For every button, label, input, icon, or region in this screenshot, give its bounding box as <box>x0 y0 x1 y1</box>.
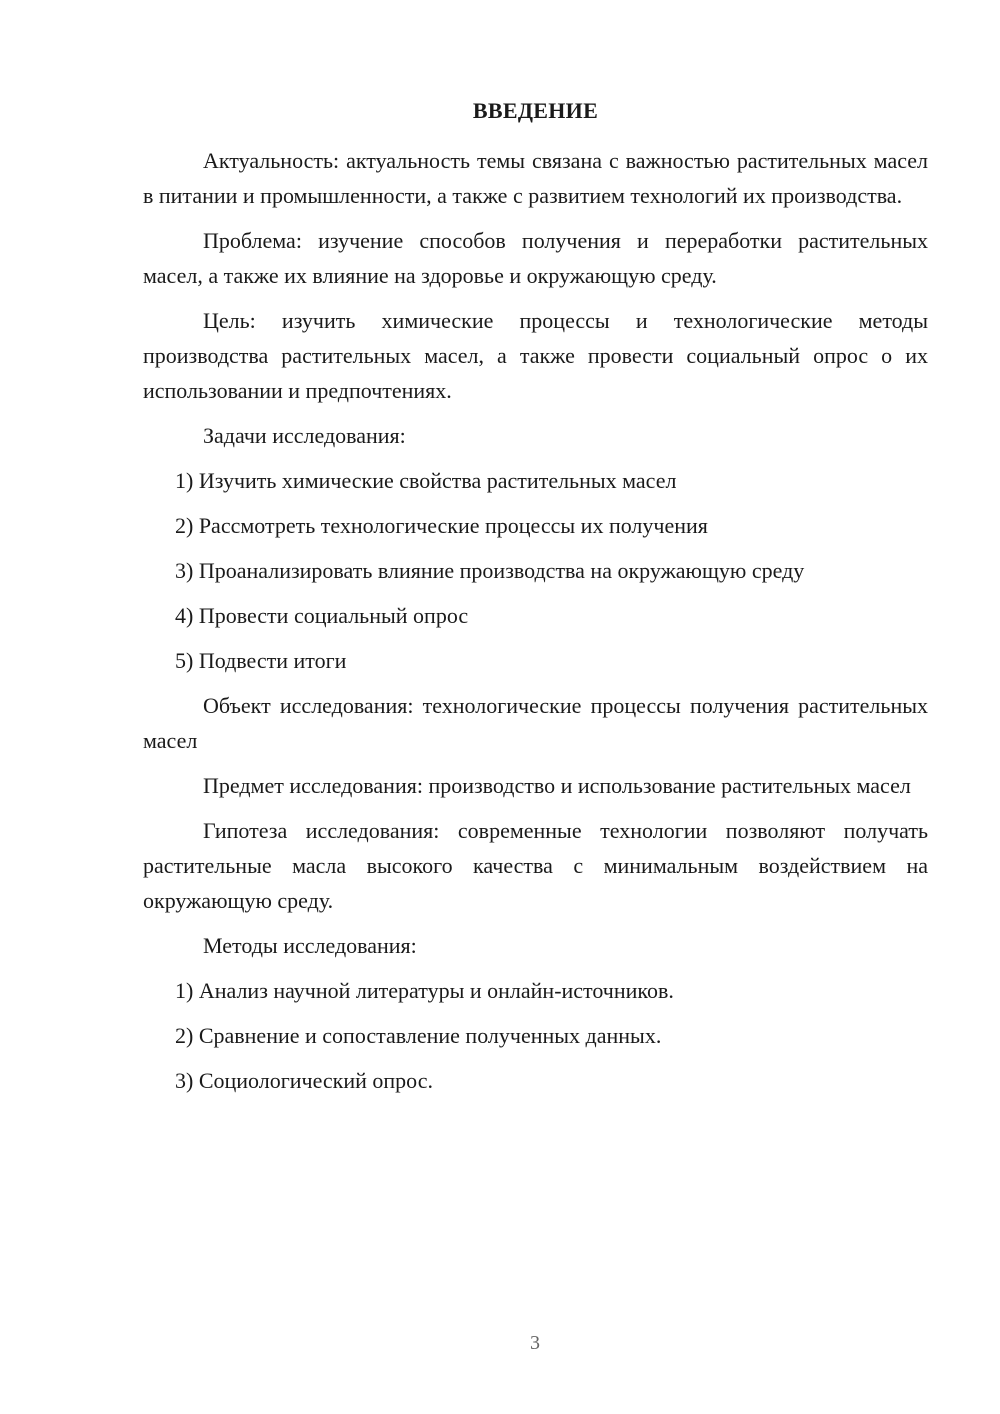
paragraph-relevance: Актуальность: актуальность темы связана с важностью растительных масел в питании и промышленности, а также с развитием технологий их производства. <box>143 148 928 208</box>
page-title: ВВЕДЕНИЕ <box>472 98 599 123</box>
page-content <box>143 93 928 1108</box>
page-number: 3 <box>530 1332 540 1354</box>
list-item: 1) Анализ научной литературы и онлайн-источников. <box>175 978 674 1003</box>
methods-heading: Методы исследования: <box>203 933 417 958</box>
list-item: 3) Проанализировать влияние производства на окружающую среду <box>175 558 805 583</box>
tasks-heading: Задачи исследования: <box>203 423 406 448</box>
paragraph-goal: Цель: изучить химические процессы и технологические методы производства растительных масел, а также провести социальный опрос о их использовании и предпочтениях. <box>143 308 928 403</box>
list-item: 2) Сравнение и сопоставление полученных данных. <box>175 1023 662 1048</box>
list-item: 4) Провести социальный опрос <box>175 603 469 628</box>
paragraph-problem: Проблема: изучение способов получения и переработки растительных масел, а также их влияние на здоровье и окружающую среду. <box>143 228 928 288</box>
tasks-list <box>143 463 928 678</box>
list-item: 1) Изучить химические свойства растительных масел <box>175 468 677 493</box>
methods-list <box>143 973 928 1098</box>
list-item: 2) Рассмотреть технологические процессы их получения <box>175 513 708 538</box>
list-item: 5) Подвести итоги <box>175 648 347 673</box>
paragraph-hypothesis: Гипотеза исследования: современные технологии позволяют получать растительные масла высокого качества с минимальным воздействием на окружающую среду. <box>143 818 928 913</box>
paragraph-object: Объект исследования: технологические процессы получения растительных масел <box>143 693 928 753</box>
list-item: 3) Социологический опрос. <box>175 1068 433 1093</box>
paragraph-subject: Предмет исследования: производство и использование растительных масел <box>203 773 911 798</box>
